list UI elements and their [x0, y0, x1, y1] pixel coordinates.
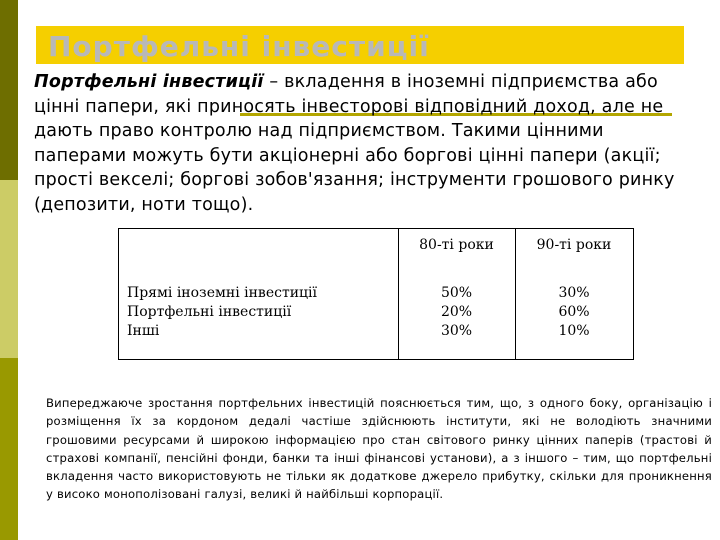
sidebar-stripe-mid — [0, 358, 18, 540]
explanation-paragraph: Випереджаюче зростання портфельних інвестицій пояснюється тим, що, з одного боку, організацію і розміщення їх за кордоном дедалі частіше здійснюють інститути, які не володіють значними грошовими ресурсами й широкою інформацією про стан світового ринку цінних паперів (трастові й страхові компанії, пенсійні фонди, банки та інші фінансові установи), а з іншого – тим, що портфельні вкладення часто використовують не тільки як додаткове джерело прибутку, скільки для проникнення у високо монополізовані галузі, великі й найбільші корпорації. — [46, 396, 712, 502]
table-cell: 20% — [440, 304, 473, 320]
table-row-label: Портфельні інвестиції — [127, 304, 292, 320]
definition-text: – вкладення в іноземні підприємства або цінні папери, які приносять інвесторові відповідний доход, але не дають право контролю над підприємством. Такими цінними паперами можуть бути акціонерні або боргові цінні папери (акції; прості векселі; боргові зобов'язання; інструменти грошового ринку (депозити, ноти тощо). — [34, 72, 675, 215]
sidebar-stripe-dark — [0, 0, 18, 180]
slide-title: Портфельні інвестиції — [48, 30, 430, 63]
table-header-80s: 80-ті роки — [419, 237, 494, 253]
table-cell: 50% — [440, 285, 473, 301]
table-cell: 10% — [558, 323, 590, 339]
definition-term: Портфельні інвестиції — [34, 72, 264, 92]
table-cell: 30% — [440, 323, 473, 339]
table-row-label: Прямі іноземні інвестиції — [127, 285, 317, 301]
table-row-labels — [127, 284, 317, 341]
table-cell: 60% — [558, 304, 590, 320]
table-header-90s: 90-ті роки — [536, 237, 612, 253]
investment-table — [118, 228, 634, 360]
definition-paragraph — [34, 70, 698, 217]
table-cell: 30% — [558, 285, 590, 301]
table-row-label: Інші — [127, 323, 160, 339]
table-values-90s — [515, 284, 633, 341]
sidebar-stripe-light — [0, 180, 18, 358]
table-values-80s — [398, 284, 515, 341]
